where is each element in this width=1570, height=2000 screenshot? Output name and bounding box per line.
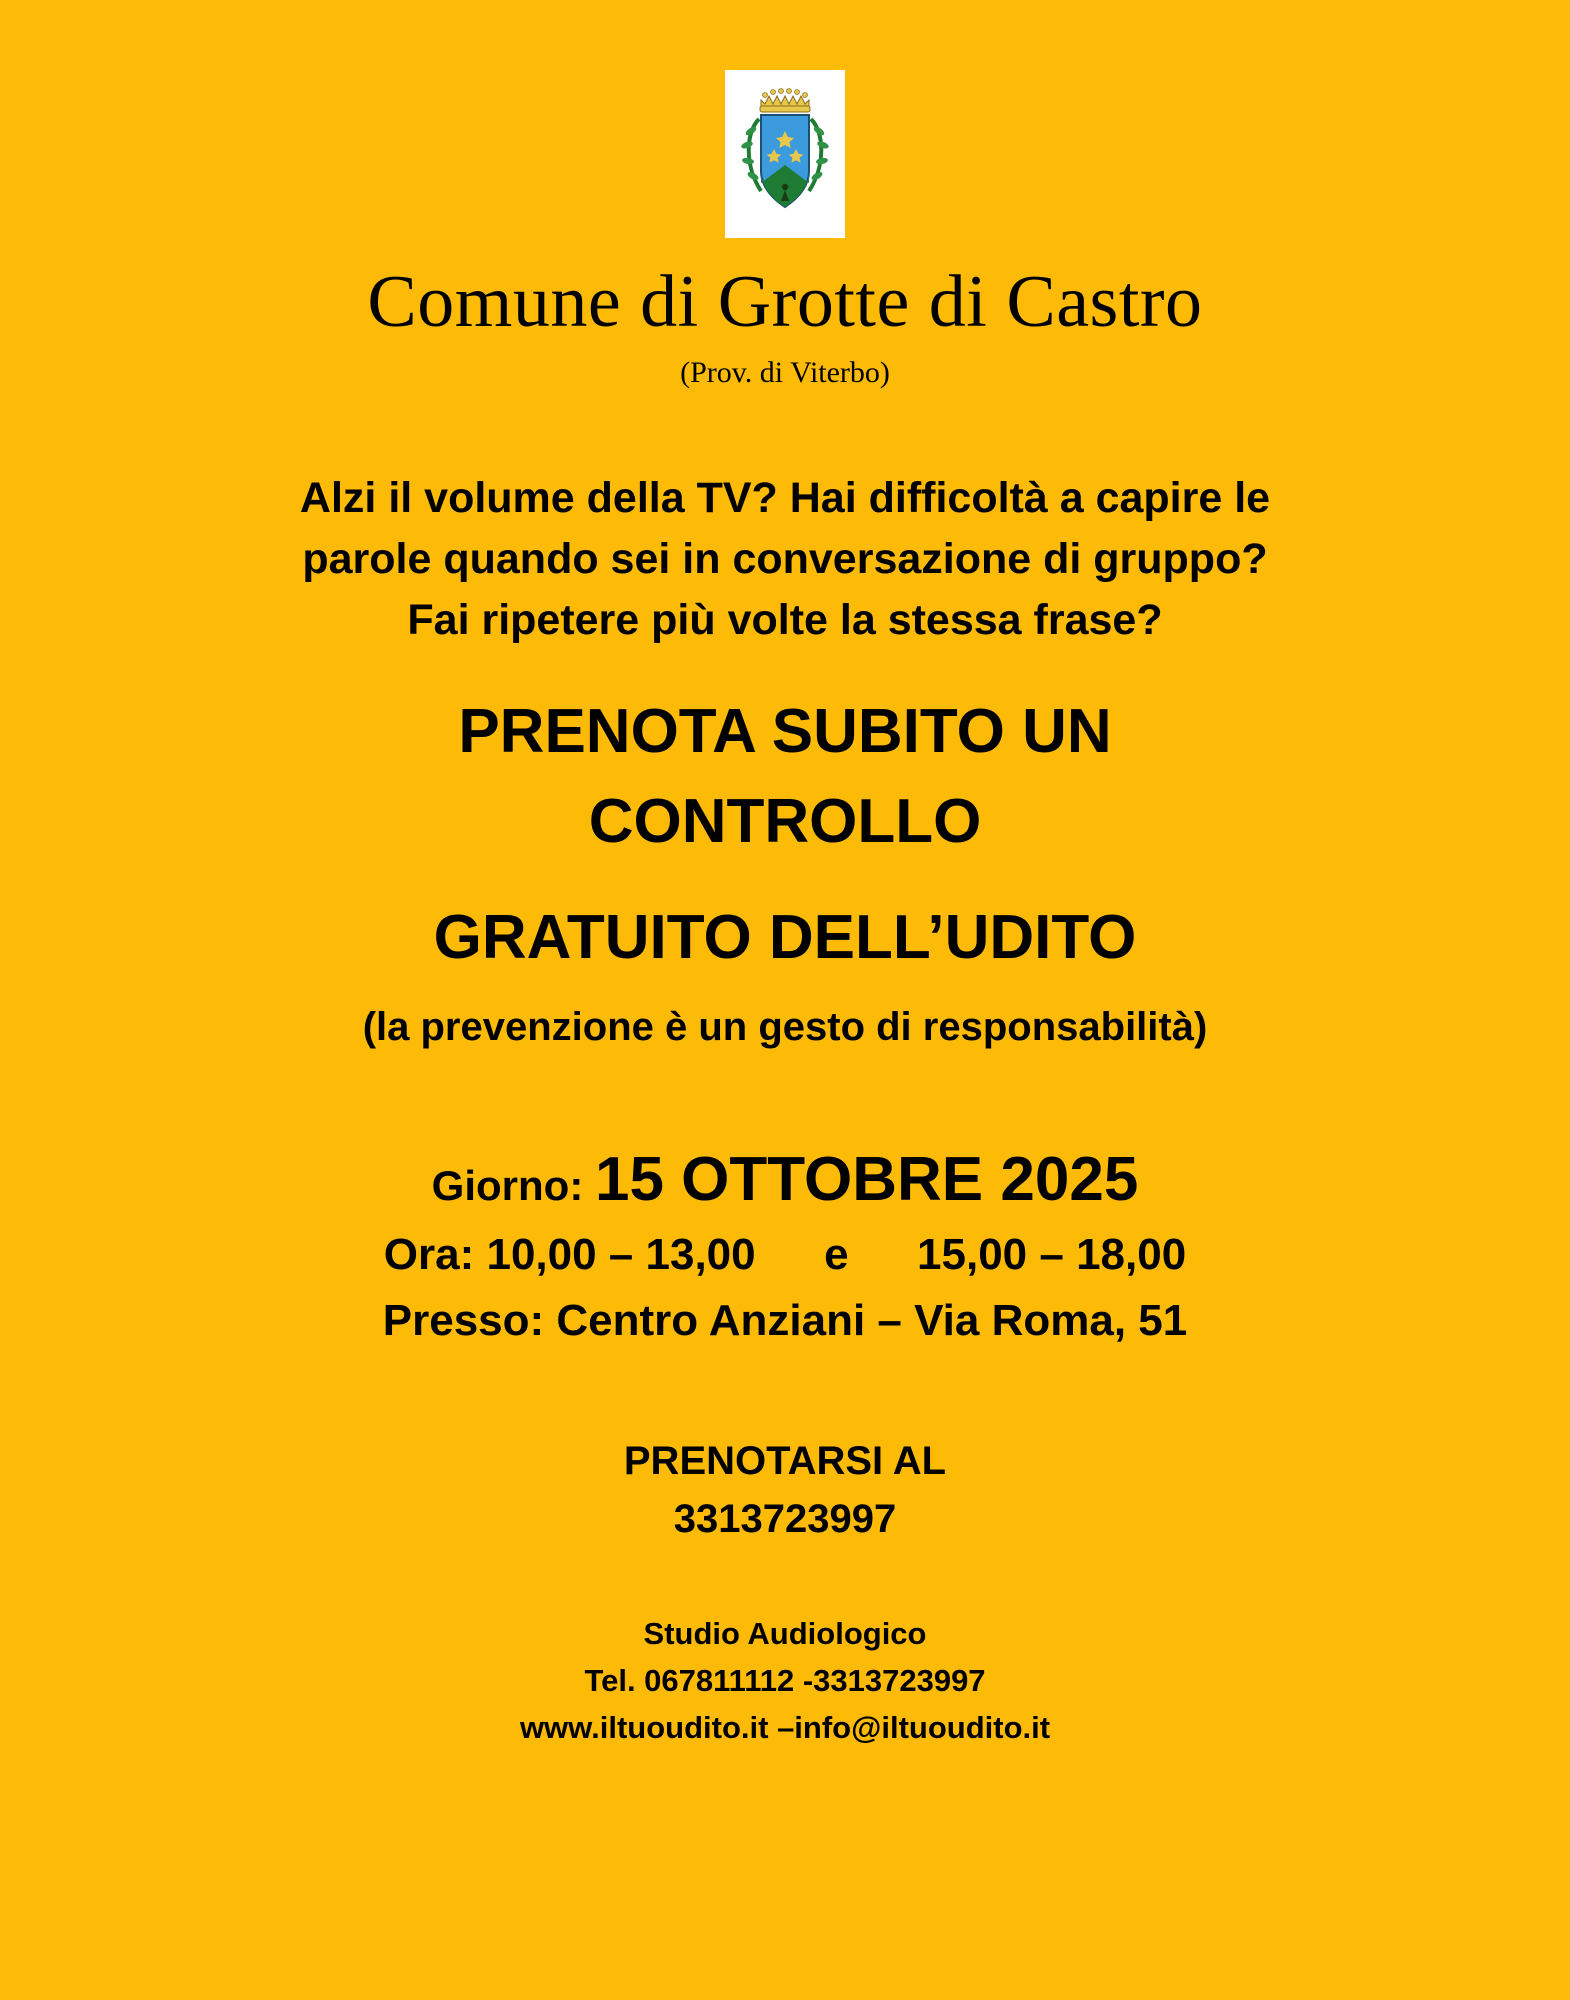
footer-telephone[interactable]: Tel. 067811112 -3313723997: [584, 1662, 986, 1698]
question-line-2: parole quando sei in conversazione di gruppo?: [302, 534, 1268, 583]
questions-block: [300, 468, 1270, 651]
question-line-3: Fai ripetere più volte la stessa frase?: [407, 595, 1163, 644]
time-second: 15,00 – 18,00: [917, 1229, 1187, 1279]
day-label: Giorno:: [431, 1161, 584, 1209]
coat-of-arms-icon: [731, 79, 839, 229]
event-place-row: Presso: Centro Anziani – Via Roma, 51: [382, 1295, 1188, 1345]
time-first: Ora: 10,00 – 13,00: [383, 1229, 756, 1279]
question-line-1: Alzi il volume della TV? Hai difficoltà a capire le: [299, 473, 1271, 522]
booking-label: PRENOTARSI AL: [623, 1438, 947, 1483]
time-conjunction: e: [824, 1229, 849, 1279]
headline-line-3: GRATUITO DELL’UDITO: [433, 902, 1137, 972]
headline-line-1: PRENOTA SUBITO UN: [458, 696, 1112, 766]
footer-studio-name: Studio Audiologico: [643, 1615, 927, 1651]
event-time-row: [383, 1230, 1187, 1280]
booking-phone[interactable]: 3313723997: [673, 1496, 897, 1541]
headline-block: [434, 687, 1137, 983]
coat-of-arms-container: [725, 70, 845, 238]
day-value: 15 OTTOBRE 2025: [594, 1144, 1139, 1214]
headline-note: (la prevenzione è un gesto di responsabilità): [362, 1004, 1208, 1049]
comune-title: Comune di Grotte di Castro: [367, 261, 1203, 343]
headline-line-2: CONTROLLO: [588, 786, 982, 856]
footer-block: [520, 1610, 1050, 1751]
event-day-row: [383, 1146, 1187, 1214]
footer-web-email[interactable]: www.iltuoudito.it –info@iltuoudito.it: [519, 1709, 1051, 1745]
event-details: [383, 1146, 1187, 1346]
province-subtitle: (Prov. di Viterbo): [680, 355, 890, 389]
booking-block: [624, 1432, 946, 1548]
